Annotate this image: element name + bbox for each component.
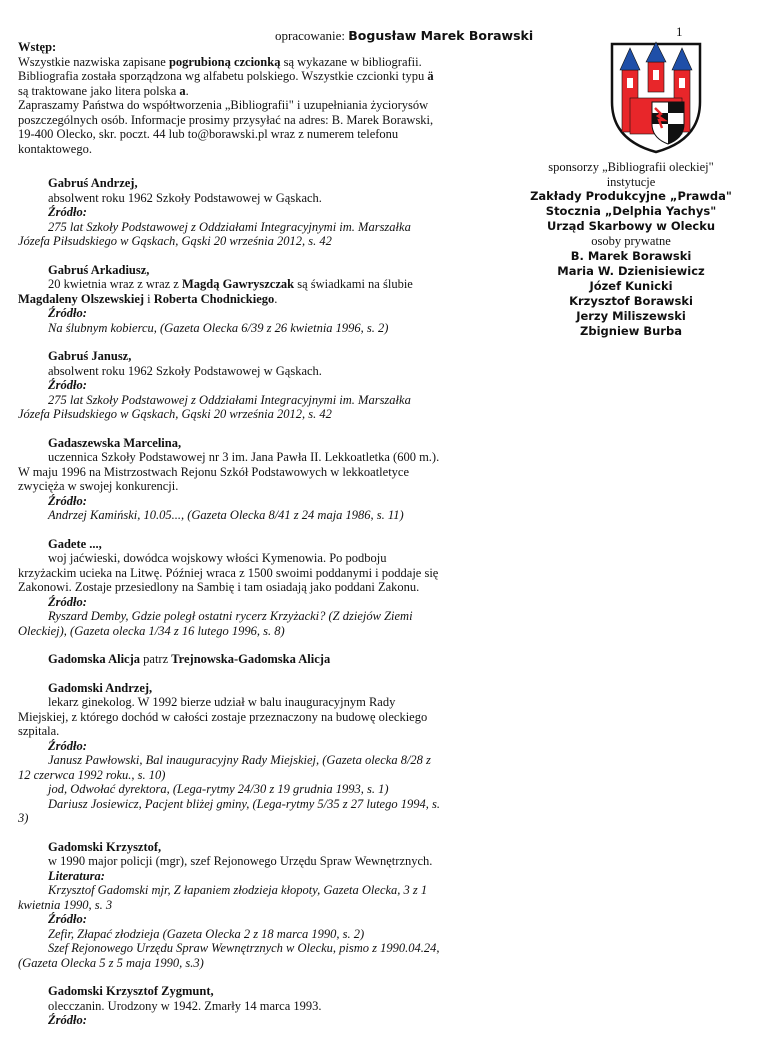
bibliography-main	[18, 40, 442, 1042]
source-label: Źródło:	[48, 1013, 87, 1027]
source-label: Źródło:	[48, 493, 87, 508]
institutions-label: instytucje	[606, 174, 656, 189]
intro-title: Wstęp:	[18, 40, 57, 54]
source-citation: Janusz Pawłowski, Bal inauguracyjny Rady Miejskiej, (Gazeta olecka 8/28 z 12 czerwca 1992 roku., s. 10)	[18, 753, 431, 782]
source-citation: Zefir, Złapać złodzieja (Gazeta Olecka 2 z 18 marca 1990, s. 2)	[48, 926, 365, 941]
literature-citation: Krzysztof Gadomski mjr, Z łapaniem złodzieja kłopoty, Gazeta Olecka, 3 z 1 kwietnia 1990, s. 3	[18, 883, 428, 912]
entry-gadomska-alicja: Gadomska Alicja patrz Trejnowska-Gadomska Alicja	[48, 652, 331, 666]
source-citation: Na ślubnym kobiercu, (Gazeta Olecka 6/39 z 26 kwietnia 1996, s. 2)	[48, 320, 389, 335]
entry-gadomski-krzysztof-zygmunt	[18, 984, 442, 1028]
source-label: Źródło:	[48, 912, 87, 926]
sponsor-person: Zbigniew Burba	[580, 323, 682, 338]
sponsor-person: Józef Kunicki	[589, 278, 673, 293]
sponsor-person: B. Marek Borawski	[570, 248, 692, 263]
source-label: Źródło:	[48, 306, 87, 320]
entry-name: Gadete ...,	[48, 536, 102, 551]
entry-gadomski-andrzej	[18, 681, 442, 826]
intro-section	[18, 40, 442, 156]
entry-name: Gabruś Andrzej,	[48, 176, 138, 190]
entry-gabrus-janusz	[18, 349, 442, 422]
source-citation: Ryszard Demby, Gdzie poległ ostatni rycerz Krzyżacki? (Z dziejów Ziemi Oleckiej), (Gazeta olecka 1/34 z 16 lutego 1996, s. 8)	[18, 609, 413, 638]
entry-name: Gadomska Alicja	[48, 652, 141, 666]
entry-name: Gadomski Krzysztof,	[48, 839, 162, 854]
entry-gadete	[18, 537, 442, 639]
entry-name: Gabruś Janusz,	[48, 349, 132, 363]
source-citation: jod, Odwołać dyrektora, (Lega-rytmy 24/30 z 19 grudnia 1993, s. 1)	[48, 782, 389, 796]
entry-name: Gadomski Krzysztof Zygmunt,	[48, 984, 214, 998]
entry-name: Gadomski Andrzej,	[48, 680, 153, 695]
source-label: Źródło:	[48, 738, 87, 753]
sponsor-person: Krzysztof Borawski	[569, 293, 693, 308]
header-author: Bogusław Marek Borawski	[348, 28, 534, 43]
entry-gadaszewska-marcelina	[18, 436, 442, 523]
source-label: Źródło:	[48, 378, 87, 392]
sponsors-sidebar	[518, 160, 744, 339]
intro-paragraph-1: Wszystkie nazwiska zapisane pogrubioną czcionką są wykazane w bibliografii. Bibliografia została sporządzona wg alfabetu polskiego. Wszystkie czcionki typu ä są traktowane jako litera polska a.	[18, 54, 434, 98]
entry-description: absolwent roku 1962 Szkoły Podstawowej w Gąskach.	[48, 190, 322, 205]
entry-name: Gabruś Arkadiusz,	[48, 262, 150, 277]
entry-name: Gadaszewska Marcelina,	[48, 435, 182, 450]
sponsor-institution: Stocznia „Delphia Yachys"	[545, 204, 717, 218]
entry-gadomski-krzysztof	[18, 840, 442, 971]
sponsor-person: Jerzy Miliszewski	[576, 308, 686, 323]
sponsor-institution: Urząd Skarbowy w Olecku	[546, 219, 716, 233]
cross-reference: Trejnowska-Gadomska Alicja	[171, 652, 331, 666]
source-citation: 275 lat Szkoły Podstawowej z Oddziałami Integracyjnymi im. Marszałka Józefa Piłsudskiego w Gąskach, Gąski 20 września 2012, s. 42	[18, 219, 411, 248]
literature-label: Literatura:	[48, 868, 105, 883]
source-citation: 275 lat Szkoły Podstawowej z Oddziałami Integracyjnymi im. Marszałka Józefa Piłsudskiego w Gąskach, Gąski 20 września 2012, s. 42	[18, 392, 411, 421]
coat-of-arms-icon	[608, 40, 704, 154]
source-citation: Szef Rejonowego Urzędu Spraw Wewnętrznych w Olecku, pismo z 1990.04.24, (Gazeta Olecka 5 z 5 maja 1990, s.3)	[18, 941, 440, 970]
entry-description: lekarz ginekolog. W 1992 bierze udział w balu inauguracyjnym Rady Miejskiej, z którego dochód w całości zostaje przeznaczony na budowę oleckiego szpitala.	[18, 695, 428, 738]
entry-gabrus-arkadiusz	[18, 263, 442, 336]
sponsors-title: sponsorzy „Bibliografii oleckiej"	[548, 160, 714, 174]
entry-description: absolwent roku 1962 Szkoły Podstawowej w Gąskach.	[48, 363, 322, 378]
entry-description: olecczanin. Urodzony w 1942. Zmarły 14 marca 1993.	[48, 998, 322, 1013]
header-prefix: opracowanie:	[275, 28, 346, 43]
page-number: 1	[676, 24, 683, 39]
entry-description: w 1990 major policji (mgr), szef Rejonowego Urzędu Spraw Wewnętrznych.	[48, 854, 433, 868]
sponsor-institution: Zakłady Produkcyjne „Prawda"	[530, 189, 732, 203]
source-label: Źródło:	[48, 205, 87, 219]
source-citation: Andrzej Kamiński, 10.05..., (Gazeta Olecka 8/41 z 24 maja 1986, s. 11)	[48, 508, 404, 522]
source-citation: Dariusz Josiewicz, Pacjent bliżej gminy, (Lega-rytmy 5/35 z 27 lutego 1994, s. 3)	[18, 796, 440, 825]
intro-paragraph-2: Zapraszamy Państwa do współtworzenia „Bibliografii" i uzupełniania życiorysów poszczególnych osób. Informacje prosimy przysyłać na adres: B. Marek Borawski, 19-400 Olecko, skr. poczt. 44 lub to@borawski.pl wraz z numerem telefonu kontaktowego.	[18, 98, 434, 156]
private-persons-label: osoby prywatne	[591, 234, 671, 248]
entry-description: woj jaćwieski, dowódca wojskowy włości Kymenowia. Po podboju krzyżackim ucieka na Litwę. Później wraca z 1500 swoimi poddanymi i poddaje się Zakonowi. Zostaje przesiedlony na Sambię i tam osiadają jako poddani Zakonu.	[18, 551, 439, 594]
entry-description: uczennica Szkoły Podstawowej nr 3 im. Jana Pawła II. Lekkoatletka (600 m.). W maju 1996 na Mistrzostwach Rejonu Szkół Podstawowych w lekkoatletyce zwycięża w swojej konkurencji.	[18, 450, 440, 493]
entry-description: 20 kwietnia wraz z wraz z Magdą Gawryszczak są świadkami na ślubie Magdaleny Olszewskiej i Roberta Chodnickiego.	[18, 277, 413, 306]
entry-gabrus-andrzej	[18, 176, 442, 249]
source-label: Źródło:	[48, 594, 87, 609]
sponsor-person: Maria W. Dzienisiewicz	[557, 263, 705, 278]
